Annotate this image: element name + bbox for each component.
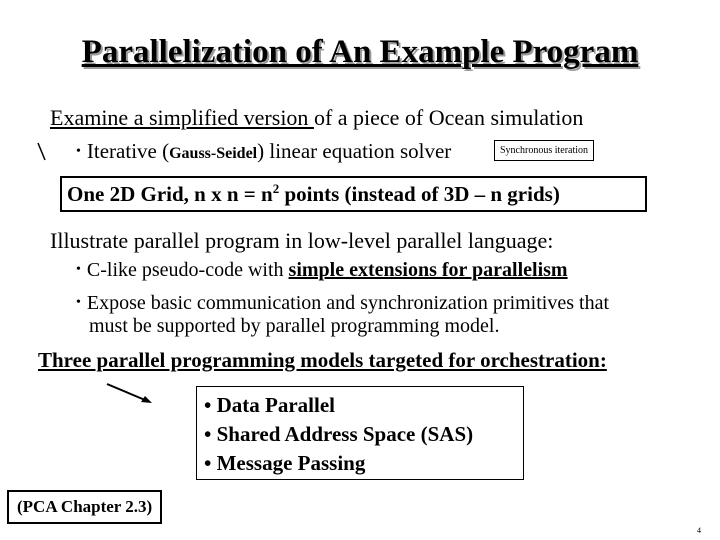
pointer-arrow-small	[38, 143, 45, 160]
grid-description-box	[60, 176, 647, 212]
bullet-pseudocode	[76, 259, 568, 282]
bullet2-line1: Expose basic communication and synchronization primitives that	[86, 292, 610, 314]
bullet-marker: •	[76, 262, 81, 277]
model-data-parallel: • Data Parallel	[204, 393, 335, 417]
model-message-passing: • Message Passing	[204, 451, 366, 475]
gauss-seidel-label: Gauss-Seidel	[169, 145, 258, 162]
synchronous-iteration-tag: Synchronous iteration	[494, 140, 594, 161]
grid-superscript: 2	[272, 181, 280, 196]
three-models-heading: Three parallel programming models targeted for orchestration:	[38, 348, 607, 372]
iterative-post: ) linear equation solver	[257, 139, 452, 163]
bullet-expose	[76, 292, 609, 315]
bullet1-pre: C-like pseudo-code with	[86, 259, 289, 281]
iterative-line	[76, 139, 451, 164]
model-shared-address-space: • Shared Address Space (SAS)	[204, 422, 474, 446]
chapter-reference-box: (PCA Chapter 2.3)	[7, 490, 162, 524]
pointer-arrow-models	[107, 384, 145, 400]
intro-underlined: Examine a simplified version	[50, 105, 314, 130]
grid-pre: One 2D Grid, n x n = n	[67, 182, 273, 206]
bullet1-underlined: simple extensions for parallelism	[288, 259, 568, 281]
models-box	[196, 386, 524, 480]
slide-title: Parallelization of An Example Program	[81, 34, 639, 70]
bullet2-line2: must be supported by parallel programming model.	[89, 315, 500, 337]
grid-post: points (instead of 3D – n grids)	[279, 182, 560, 206]
illustrate-line: Illustrate parallel program in low-level parallel language:	[50, 228, 554, 253]
intro-rest: of a piece of Ocean simulation	[313, 105, 584, 130]
intro-line	[50, 105, 583, 131]
page-number: 4	[697, 526, 701, 535]
iterative-pre: Iterative (	[86, 139, 170, 163]
bullet-marker: •	[76, 144, 81, 159]
bullet-marker: •	[76, 295, 81, 310]
